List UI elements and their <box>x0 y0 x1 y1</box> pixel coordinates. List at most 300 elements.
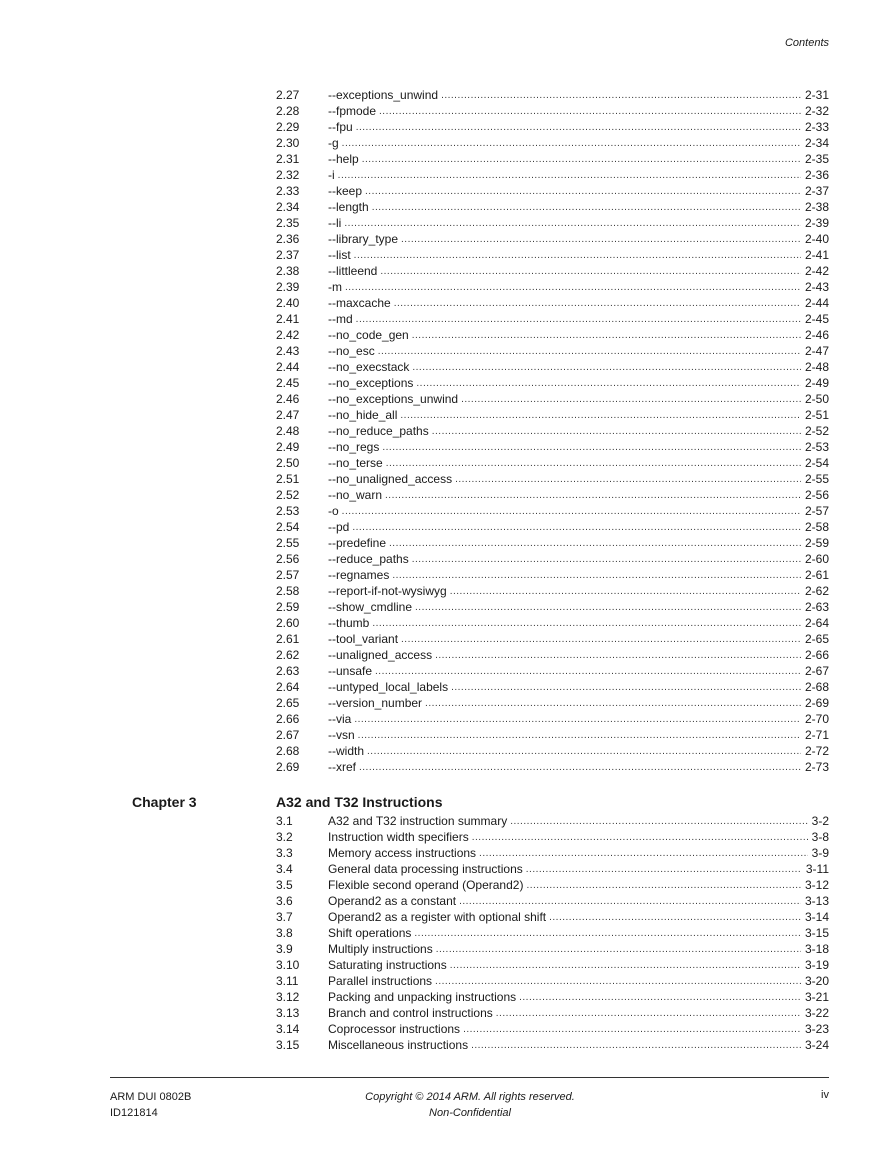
toc-entry-page[interactable]: 2-69 <box>804 696 829 710</box>
toc-entry-number: 2.62 <box>276 648 300 662</box>
toc-entry-title[interactable]: --fpmode <box>328 104 377 118</box>
toc-entry-title[interactable]: Saturating instructions <box>328 958 447 972</box>
toc-entry-title[interactable]: --help <box>328 152 359 166</box>
toc-dot-leader <box>344 217 801 231</box>
toc-entry-page[interactable]: 3-22 <box>804 1006 829 1020</box>
toc-entry-page[interactable]: 3-23 <box>804 1022 829 1036</box>
toc-entry[interactable] <box>276 829 829 845</box>
toc-entry-page[interactable]: 2-62 <box>804 584 829 598</box>
toc-entry[interactable] <box>276 343 829 359</box>
toc-entry-page[interactable]: 2-35 <box>804 152 829 166</box>
toc-entry-title[interactable]: -m <box>328 280 342 294</box>
toc-dot-leader <box>451 681 801 695</box>
toc-entry-title[interactable]: --list <box>328 248 351 262</box>
toc-dot-leader <box>378 345 801 359</box>
toc-entry[interactable] <box>276 1021 829 1037</box>
footer-doc-ids <box>110 1089 191 1121</box>
page-header-title: Contents <box>784 37 829 49</box>
toc-entry-number: 3.15 <box>276 1038 300 1052</box>
toc-entry-page[interactable]: 3-12 <box>804 878 829 892</box>
toc-dot-leader <box>432 425 801 439</box>
toc-entry[interactable] <box>276 247 829 263</box>
toc-entry[interactable] <box>276 925 829 941</box>
chapter-title: A32 and T32 Instructions <box>276 794 443 810</box>
toc-entry-title[interactable]: Instruction width specifiers <box>328 830 469 844</box>
toc-entry-page[interactable]: 2-66 <box>804 648 829 662</box>
footer-confidentiality: Non-Confidential <box>429 1107 511 1119</box>
toc-entry-page[interactable]: 2-34 <box>804 136 829 150</box>
toc-entry-number: 3.9 <box>276 942 293 956</box>
toc-entry-title[interactable]: --show_cmdline <box>328 600 413 614</box>
toc-entry[interactable] <box>276 135 829 151</box>
toc-entry-title[interactable]: Operand2 as a constant <box>328 894 457 908</box>
toc-entry-number: 2.59 <box>276 600 300 614</box>
toc-entry-page[interactable]: 2-71 <box>804 728 829 742</box>
chapter-3-toc-list <box>276 813 829 1053</box>
toc-entry-number: 2.27 <box>276 88 300 102</box>
toc-entry[interactable] <box>276 183 829 199</box>
toc-dot-leader <box>372 201 801 215</box>
toc-entry-title[interactable]: --littleend <box>328 264 378 278</box>
toc-entry-page[interactable]: 3-14 <box>804 910 829 924</box>
toc-entry-page[interactable]: 2-53 <box>804 440 829 454</box>
toc-entry-number: 2.67 <box>276 728 300 742</box>
toc-dot-leader <box>496 1007 801 1021</box>
toc-entry-page[interactable]: 2-45 <box>804 312 829 326</box>
toc-dot-leader <box>519 991 801 1005</box>
footer-page-number: iv <box>821 1089 829 1101</box>
toc-entry-title[interactable]: Miscellaneous instructions <box>328 1038 469 1052</box>
toc-entry-title[interactable]: --no_unaligned_access <box>328 472 453 486</box>
toc-dot-leader <box>412 329 801 343</box>
footer-copyright: Copyright © 2014 ARM. All rights reserved. <box>365 1091 575 1103</box>
toc-entry-title[interactable]: Multiply instructions <box>328 942 433 956</box>
toc-entry-title[interactable]: --pd <box>328 520 350 534</box>
toc-entry[interactable] <box>276 295 829 311</box>
toc-dot-leader <box>479 847 808 861</box>
toc-dot-leader <box>352 521 801 535</box>
toc-entry[interactable] <box>276 1037 829 1053</box>
toc-entry-number: 2.32 <box>276 168 300 182</box>
toc-entry-page[interactable]: 2-50 <box>804 392 829 406</box>
toc-entry-number: 3.2 <box>276 830 293 844</box>
footer-doc-id: ARM DUI 0802B <box>110 1091 192 1103</box>
toc-dot-leader <box>414 927 801 941</box>
toc-dot-leader <box>375 665 801 679</box>
toc-entry[interactable] <box>276 845 829 861</box>
toc-dot-leader <box>400 409 801 423</box>
toc-entry-number: 2.55 <box>276 536 300 550</box>
toc-dot-leader <box>342 137 801 151</box>
toc-entry-title[interactable]: --no_reduce_paths <box>328 424 429 438</box>
toc-dot-leader <box>342 505 801 519</box>
toc-dot-leader <box>510 815 807 829</box>
toc-dot-leader <box>455 473 801 487</box>
toc-entry[interactable] <box>276 957 829 973</box>
toc-entry-page[interactable]: 2-48 <box>804 360 829 374</box>
toc-entry-page[interactable]: 3-21 <box>804 990 829 1004</box>
toc-entry-page[interactable]: 2-51 <box>804 408 829 422</box>
toc-entry-title[interactable]: --library_type <box>328 232 399 246</box>
toc-entry-page[interactable]: 2-39 <box>804 216 829 230</box>
toc-entry-number: 2.56 <box>276 552 300 566</box>
toc-entry-title[interactable]: --no_code_gen <box>328 328 409 342</box>
toc-entry-title[interactable]: --length <box>328 200 369 214</box>
toc-entry-number: 2.38 <box>276 264 300 278</box>
toc-entry-page[interactable]: 2-44 <box>804 296 829 310</box>
toc-entry-page[interactable]: 2-65 <box>804 632 829 646</box>
toc-entry-title[interactable]: Flexible second operand (Operand2) <box>328 878 524 892</box>
toc-entry-number: 2.65 <box>276 696 300 710</box>
toc-entry-page[interactable]: 2-32 <box>804 104 829 118</box>
toc-entry[interactable] <box>276 87 829 103</box>
toc-entry-number: 2.44 <box>276 360 300 374</box>
toc-entry[interactable] <box>276 231 829 247</box>
toc-entry-title[interactable]: Coprocessor instructions <box>328 1022 461 1036</box>
toc-entry-title[interactable]: --no_hide_all <box>328 408 398 422</box>
toc-entry-page[interactable]: 2-72 <box>804 744 829 758</box>
toc-entry-number: 3.4 <box>276 862 293 876</box>
toc-entry-title[interactable]: --unsafe <box>328 664 373 678</box>
toc-entry-page[interactable]: 2-57 <box>804 504 829 518</box>
toc-entry-page[interactable]: 3-19 <box>804 958 829 972</box>
toc-entry[interactable] <box>276 407 829 423</box>
toc-entry-number: 3.8 <box>276 926 293 940</box>
toc-entry-title[interactable]: --thumb <box>328 616 370 630</box>
toc-entry-title[interactable]: --keep <box>328 184 363 198</box>
toc-entry-number: 3.13 <box>276 1006 300 1020</box>
toc-entry-number: 3.6 <box>276 894 293 908</box>
toc-entry-title[interactable]: --no_execstack <box>328 360 410 374</box>
toc-entry-number: 3.12 <box>276 990 300 1004</box>
toc-dot-leader <box>450 585 801 599</box>
footer-divider <box>110 1077 829 1078</box>
toc-entry-page[interactable]: 2-37 <box>804 184 829 198</box>
toc-entry-title[interactable]: --li <box>328 216 342 230</box>
toc-entry[interactable] <box>276 941 829 957</box>
toc-entry-number: 2.52 <box>276 488 300 502</box>
toc-entry-title[interactable]: Operand2 as a register with optional shift <box>328 910 547 924</box>
toc-entry-page[interactable]: 2-64 <box>804 616 829 630</box>
toc-entry-title[interactable]: -i <box>328 168 335 182</box>
toc-entry[interactable] <box>276 375 829 391</box>
toc-dot-leader <box>386 457 801 471</box>
toc-entry[interactable] <box>276 973 829 989</box>
toc-dot-leader <box>359 761 801 775</box>
toc-dot-leader <box>356 313 801 327</box>
toc-entry-title[interactable]: --exceptions_unwind <box>328 88 439 102</box>
toc-dot-leader <box>471 1039 801 1053</box>
toc-entry-page[interactable]: 2-70 <box>804 712 829 726</box>
toc-entry[interactable] <box>276 503 829 519</box>
toc-entry-title[interactable]: --reduce_paths <box>328 552 409 566</box>
toc-entry-number: 2.28 <box>276 104 300 118</box>
footer-doc-id-secondary: ID121814 <box>110 1107 158 1119</box>
toc-entry-number: 2.50 <box>276 456 300 470</box>
toc-entry-page[interactable]: 2-54 <box>804 456 829 470</box>
toc-dot-leader <box>415 601 801 615</box>
toc-entry-number: 3.14 <box>276 1022 300 1036</box>
toc-entry-title[interactable]: --via <box>328 712 352 726</box>
toc-entry[interactable] <box>276 909 829 925</box>
toc-entry-title[interactable]: --untyped_local_labels <box>328 680 449 694</box>
toc-entry-page[interactable]: 2-68 <box>804 680 829 694</box>
toc-entry[interactable] <box>276 893 829 909</box>
toc-dot-leader <box>526 863 802 877</box>
toc-dot-leader <box>379 105 801 119</box>
toc-entry-number: 2.41 <box>276 312 300 326</box>
toc-entry[interactable] <box>276 759 829 775</box>
toc-entry-title[interactable]: --fpu <box>328 120 353 134</box>
toc-entry-number: 2.39 <box>276 280 300 294</box>
toc-entry-title[interactable]: --tool_variant <box>328 632 399 646</box>
toc-entry[interactable] <box>276 989 829 1005</box>
toc-dot-leader <box>436 943 801 957</box>
toc-entry-number: 2.47 <box>276 408 300 422</box>
toc-entry-number: 2.54 <box>276 520 300 534</box>
toc-dot-leader <box>435 975 801 989</box>
toc-entry-number: 2.34 <box>276 200 300 214</box>
toc-entry-number: 2.43 <box>276 344 300 358</box>
toc-entry-title[interactable]: Shift operations <box>328 926 412 940</box>
toc-entry-page[interactable]: 3-24 <box>804 1038 829 1052</box>
footer-legal <box>320 1089 620 1121</box>
toc-entry[interactable] <box>276 439 829 455</box>
toc-entry-title[interactable]: --no_warn <box>328 488 383 502</box>
toc-entry-title[interactable]: Branch and control instructions <box>328 1006 493 1020</box>
toc-entry[interactable] <box>276 663 829 679</box>
toc-dot-leader <box>356 121 801 135</box>
toc-dot-leader <box>367 745 801 759</box>
toc-entry-title[interactable]: Packing and unpacking instructions <box>328 990 517 1004</box>
toc-entry-page[interactable]: 2-56 <box>804 488 829 502</box>
toc-entry-number: 2.69 <box>276 760 300 774</box>
toc-dot-leader <box>358 729 801 743</box>
toc-entry-number: 3.10 <box>276 958 300 972</box>
toc-dot-leader <box>450 959 801 973</box>
toc-entry-page[interactable]: 3-2 <box>811 814 829 828</box>
toc-entry[interactable] <box>276 615 829 631</box>
toc-entry-title[interactable]: General data processing instructions <box>328 862 523 876</box>
toc-dot-leader <box>380 265 801 279</box>
toc-entry-number: 2.45 <box>276 376 300 390</box>
toc-entry-number: 2.33 <box>276 184 300 198</box>
toc-entry-page[interactable]: 2-52 <box>804 424 829 438</box>
toc-entry-title[interactable]: --version_number <box>328 696 423 710</box>
toc-entry-title[interactable]: --no_esc <box>328 344 375 358</box>
toc-entry-title[interactable]: --no_exceptions <box>328 376 414 390</box>
toc-entry-number: 2.31 <box>276 152 300 166</box>
toc-dot-leader <box>354 713 801 727</box>
toc-entry-number: 2.30 <box>276 136 300 150</box>
toc-entry-number: 3.3 <box>276 846 293 860</box>
toc-dot-leader <box>382 441 801 455</box>
toc-dot-leader <box>392 569 801 583</box>
toc-entry[interactable] <box>276 679 829 695</box>
toc-dot-leader <box>401 233 801 247</box>
toc-entry[interactable] <box>276 311 829 327</box>
toc-entry[interactable] <box>276 167 829 183</box>
toc-dot-leader <box>412 361 801 375</box>
toc-entry-title[interactable]: --regnames <box>328 568 390 582</box>
toc-entry-number: 2.49 <box>276 440 300 454</box>
toc-entry-number: 2.35 <box>276 216 300 230</box>
toc-entry[interactable] <box>276 103 829 119</box>
toc-entry-number: 2.68 <box>276 744 300 758</box>
toc-entry-number: 2.48 <box>276 424 300 438</box>
toc-entry-number: 3.7 <box>276 910 293 924</box>
toc-entry-page[interactable]: 3-11 <box>805 862 829 876</box>
toc-entry-title[interactable]: --report-if-not-wysiwyg <box>328 584 447 598</box>
toc-entry-title[interactable]: --md <box>328 312 353 326</box>
toc-entry-number: 2.51 <box>276 472 300 486</box>
toc-entry-number: 2.46 <box>276 392 300 406</box>
toc-entry-page[interactable]: 2-33 <box>804 120 829 134</box>
toc-entry-title[interactable]: --width <box>328 744 365 758</box>
toc-entry-title[interactable]: -g <box>328 136 339 150</box>
toc-entry[interactable] <box>276 199 829 215</box>
toc-entry-page[interactable]: 2-43 <box>804 280 829 294</box>
toc-dot-leader <box>472 831 808 845</box>
toc-dot-leader <box>549 911 801 925</box>
toc-entry[interactable] <box>276 647 829 663</box>
toc-dot-leader <box>416 377 801 391</box>
toc-entry[interactable] <box>276 743 829 759</box>
toc-dot-leader <box>354 249 801 263</box>
toc-entry[interactable] <box>276 487 829 503</box>
toc-entry-number: 3.11 <box>276 974 299 988</box>
toc-entry-page[interactable]: 2-58 <box>804 520 829 534</box>
toc-entry[interactable] <box>276 583 829 599</box>
toc-entry-number: 2.42 <box>276 328 300 342</box>
toc-entry-page[interactable]: 2-60 <box>804 552 829 566</box>
toc-entry[interactable] <box>276 327 829 343</box>
toc-entry-page[interactable]: 2-67 <box>804 664 829 678</box>
toc-entry-page[interactable]: 2-73 <box>804 760 829 774</box>
toc-entry[interactable] <box>276 727 829 743</box>
toc-entry-number: 2.57 <box>276 568 300 582</box>
toc-dot-leader <box>385 489 801 503</box>
toc-entry-number: 2.29 <box>276 120 300 134</box>
toc-entry[interactable] <box>276 813 829 829</box>
toc-entry[interactable] <box>276 423 829 439</box>
toc-entry-page[interactable]: 2-55 <box>804 472 829 486</box>
toc-dot-leader <box>425 697 801 711</box>
toc-entry[interactable] <box>276 471 829 487</box>
toc-dot-leader <box>459 895 801 909</box>
toc-dot-leader <box>365 185 801 199</box>
toc-entry[interactable] <box>276 711 829 727</box>
toc-entry-number: 2.58 <box>276 584 300 598</box>
toc-dot-leader <box>394 297 801 311</box>
toc-entry-page[interactable]: 2-31 <box>804 88 829 102</box>
toc-entry-page[interactable]: 3-8 <box>811 830 829 844</box>
toc-entry[interactable] <box>276 877 829 893</box>
toc-entry-title[interactable]: --no_terse <box>328 456 383 470</box>
toc-entry-page[interactable]: 3-20 <box>804 974 829 988</box>
toc-entry[interactable] <box>276 455 829 471</box>
toc-dot-leader <box>526 879 801 893</box>
chapter-2-toc-list <box>276 87 829 775</box>
toc-entry-number: 2.61 <box>276 632 300 646</box>
toc-entry-page[interactable]: 2-40 <box>804 232 829 246</box>
toc-entry-page[interactable]: 2-59 <box>804 536 829 550</box>
toc-entry-page[interactable]: 2-38 <box>804 200 829 214</box>
toc-dot-leader <box>435 649 801 663</box>
toc-entry[interactable] <box>276 519 829 535</box>
toc-entry[interactable] <box>276 263 829 279</box>
toc-entry-page[interactable]: 3-15 <box>804 926 829 940</box>
toc-entry-page[interactable]: 3-9 <box>811 846 829 860</box>
toc-dot-leader <box>401 633 801 647</box>
toc-entry-title[interactable]: --predefine <box>328 536 387 550</box>
toc-dot-leader <box>389 537 801 551</box>
toc-entry-title[interactable]: --unaligned_access <box>328 648 433 662</box>
toc-entry-title[interactable]: --no_exceptions_unwind <box>328 392 459 406</box>
toc-dot-leader <box>463 1023 801 1037</box>
toc-entry-number: 3.1 <box>276 814 293 828</box>
toc-entry[interactable] <box>276 535 829 551</box>
toc-entry[interactable] <box>276 599 829 615</box>
toc-entry-number: 2.37 <box>276 248 300 262</box>
toc-entry-title[interactable]: --no_regs <box>328 440 380 454</box>
toc-entry-page[interactable]: 2-36 <box>804 168 829 182</box>
toc-entry-title[interactable]: --xref <box>328 760 356 774</box>
toc-entry[interactable] <box>276 631 829 647</box>
toc-entry-page[interactable]: 2-46 <box>804 328 829 342</box>
toc-entry[interactable] <box>276 391 829 407</box>
toc-dot-leader <box>338 169 801 183</box>
toc-entry[interactable] <box>276 1005 829 1021</box>
toc-entry-number: 2.53 <box>276 504 300 518</box>
toc-dot-leader <box>372 617 801 631</box>
toc-entry-number: 2.63 <box>276 664 300 678</box>
toc-entry-page[interactable]: 2-41 <box>804 248 829 262</box>
toc-entry-page[interactable]: 2-42 <box>804 264 829 278</box>
toc-entry-number: 2.60 <box>276 616 300 630</box>
toc-entry-title[interactable]: Parallel instructions <box>328 974 433 988</box>
toc-entry-page[interactable]: 2-63 <box>804 600 829 614</box>
toc-entry-page[interactable]: 2-61 <box>804 568 829 582</box>
toc-entry-number: 2.66 <box>276 712 300 726</box>
chapter-label: Chapter 3 <box>132 794 197 810</box>
toc-dot-leader <box>441 89 801 103</box>
toc-entry[interactable] <box>276 551 829 567</box>
toc-entry-title[interactable]: -o <box>328 504 339 518</box>
toc-entry[interactable] <box>276 215 829 231</box>
toc-entry[interactable] <box>276 119 829 135</box>
toc-entry-number: 2.36 <box>276 232 300 246</box>
toc-entry-title[interactable]: --maxcache <box>328 296 391 310</box>
toc-entry-title[interactable]: Memory access instructions <box>328 846 477 860</box>
toc-entry[interactable] <box>276 861 829 877</box>
toc-dot-leader <box>345 281 801 295</box>
toc-entry-number: 2.64 <box>276 680 300 694</box>
toc-dot-leader <box>362 153 801 167</box>
toc-entry-title[interactable]: --vsn <box>328 728 355 742</box>
toc-entry[interactable] <box>276 567 829 583</box>
toc-entry-number: 2.40 <box>276 296 300 310</box>
toc-entry-page[interactable]: 3-13 <box>804 894 829 908</box>
toc-entry[interactable] <box>276 359 829 375</box>
toc-entry[interactable] <box>276 695 829 711</box>
toc-entry-title[interactable]: A32 and T32 instruction summary <box>328 814 508 828</box>
toc-entry-page[interactable]: 2-47 <box>804 344 829 358</box>
toc-entry[interactable] <box>276 279 829 295</box>
toc-entry-page[interactable]: 2-49 <box>804 376 829 390</box>
toc-entry-page[interactable]: 3-18 <box>804 942 829 956</box>
toc-entry[interactable] <box>276 151 829 167</box>
